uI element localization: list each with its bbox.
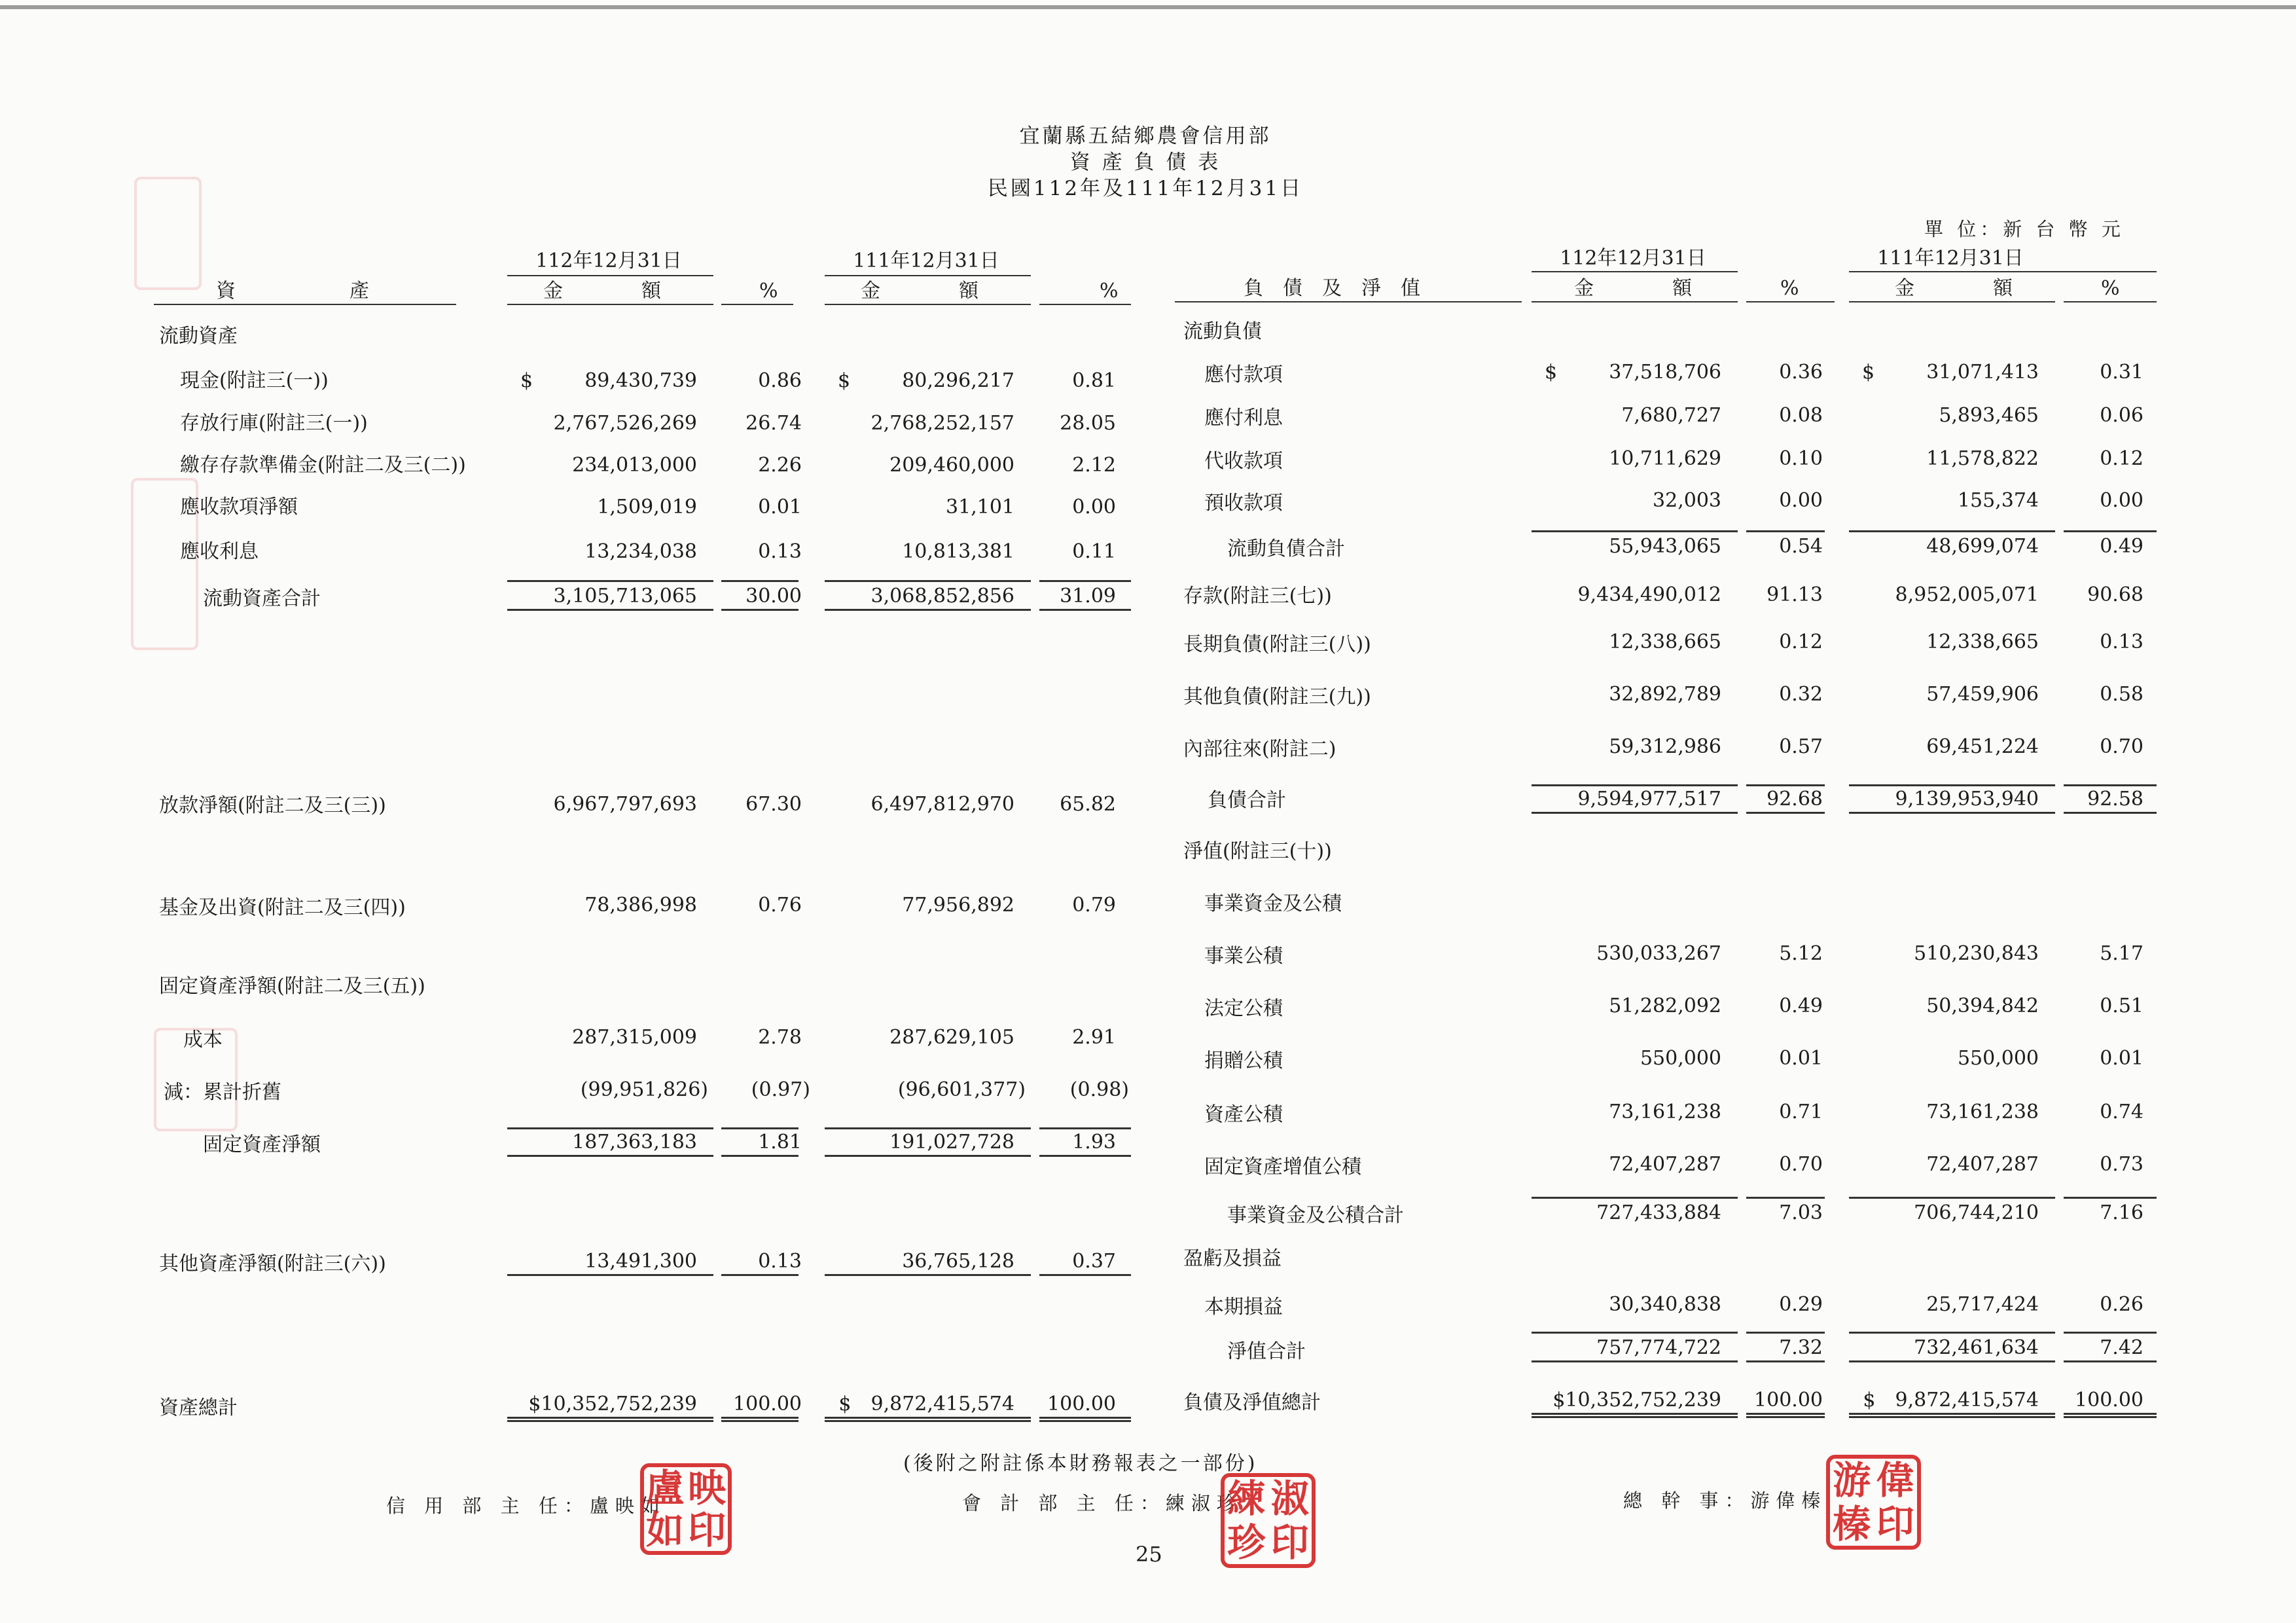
subtotal-underline <box>825 609 1031 611</box>
header-underline <box>825 304 1031 305</box>
subtotal-underline <box>1039 1274 1131 1276</box>
subtotal-line <box>825 1127 1031 1129</box>
asset-amount-112: 89,430,739 <box>584 369 697 392</box>
total-liab-pct-111: 92.58 <box>2087 788 2144 811</box>
current-pl-111: 25,717,424 <box>1926 1293 2039 1316</box>
equity-amount-111: 72,407,287 <box>1926 1153 2039 1176</box>
current-pl-pct-111: 0.26 <box>2100 1293 2144 1316</box>
asset-pct-111: 0.00 <box>1072 496 1116 519</box>
subtotal-underline <box>507 609 713 611</box>
cost-pct-112: 2.78 <box>758 1026 802 1049</box>
seal-stamp <box>640 1463 732 1555</box>
equity-pct-111: 0.73 <box>2100 1153 2144 1176</box>
funds-pct-111: 0.79 <box>1072 894 1116 917</box>
org-name: 宜蘭縣五結鄉農會信用部 <box>1019 124 1272 148</box>
subtotal-line <box>1849 530 2055 532</box>
subtotal-line <box>1532 1332 1738 1334</box>
liab-amount-111: 11,578,822 <box>1926 447 2039 470</box>
liab-amount-111: 31,071,413 <box>1926 361 2039 384</box>
subtotal-line <box>2064 1197 2157 1199</box>
signature-credit-director: 信 用 部 主 任：盧映如 <box>386 1495 666 1517</box>
seal-char: 印 <box>687 1508 726 1552</box>
subtotal-underline <box>2064 1360 2157 1362</box>
internal-label: 內部往來(附註二) <box>1183 738 1336 761</box>
liab-pct-112: 0.10 <box>1779 447 1823 470</box>
subtotal-line <box>1039 580 1131 582</box>
long-term-111: 12,338,665 <box>1926 630 2039 653</box>
fixed-net-111: 191,027,728 <box>889 1131 1014 1154</box>
grand-total-pct-111: 100.00 <box>2075 1389 2144 1412</box>
cost-label: 成本 <box>183 1029 223 1051</box>
internal-pct-111: 0.70 <box>2100 735 2144 758</box>
deposits-pct-112: 91.13 <box>1767 583 1823 606</box>
subtotal-line <box>1849 1197 2055 1199</box>
seal-char: 盧 <box>645 1466 684 1510</box>
funds-112: 78,386,998 <box>584 894 697 917</box>
seal-char: 印 <box>1270 1520 1309 1565</box>
subtotal-line <box>507 580 713 582</box>
total-double-line <box>721 1417 798 1422</box>
subtotal-line <box>1746 1197 1825 1199</box>
asset-label: 應收款項淨額 <box>180 496 298 519</box>
header-underline <box>1039 304 1131 305</box>
internal-112: 59,312,986 <box>1609 735 1721 758</box>
subtotal-underline <box>507 1155 713 1157</box>
subtotal-line <box>2064 1332 2157 1334</box>
funds-label: 基金及出資(附註二及三(四)) <box>159 896 406 919</box>
subtotal-underline <box>1039 609 1131 611</box>
equity-pct-111: 0.01 <box>2100 1047 2144 1070</box>
equity-title: 淨值(附註三(十)) <box>1183 840 1332 863</box>
header-underline <box>154 304 456 305</box>
current-assets-total-111: 3,068,852,856 <box>870 585 1014 608</box>
current-assets-pct-112: 30.00 <box>745 585 802 608</box>
liab-pct-112: 0.08 <box>1779 404 1823 427</box>
other-liab-111: 57,459,906 <box>1926 683 2039 706</box>
current-assets-total-label: 流動資產合計 <box>203 587 321 610</box>
equity-label: 法定公積 <box>1204 997 1283 1020</box>
subtotal-line <box>1746 530 1825 532</box>
asset-pct-111: 28.05 <box>1060 412 1116 435</box>
header-rule <box>825 275 1031 276</box>
subtotal-line <box>1849 1332 2055 1334</box>
total-double-line <box>1532 1413 1738 1418</box>
asset-amount-111: 209,460,000 <box>889 454 1014 477</box>
total-liab-111: 9,139,953,940 <box>1895 788 2039 811</box>
asset-pct-112: 0.13 <box>758 540 802 563</box>
subtotal-line <box>1532 784 1738 786</box>
asset-amount-111: 10,813,381 <box>902 540 1014 563</box>
equity-total-111: 732,461,634 <box>1914 1336 2039 1359</box>
total-double-line <box>2064 1413 2157 1418</box>
capital-total-pct-111: 7.16 <box>2100 1201 2144 1224</box>
total-double-line <box>1746 1413 1825 1418</box>
capital-title: 事業資金及公積 <box>1204 892 1342 915</box>
equity-amount-111: 550,000 <box>1957 1047 2039 1070</box>
equity-pct-112: 0.71 <box>1779 1101 1823 1123</box>
other-assets-label: 其他資產淨額(附註三(六)) <box>159 1252 386 1275</box>
subtotal-underline <box>825 1274 1031 1276</box>
total-assets-pct-112: 100.00 <box>733 1393 802 1415</box>
equity-label: 捐贈公積 <box>1204 1049 1283 1072</box>
internal-111: 69,451,224 <box>1926 735 2039 758</box>
loans-label: 放款淨額(附註二及三(三)) <box>159 794 386 817</box>
equity-amount-111: 50,394,842 <box>1926 994 2039 1017</box>
subtotal-underline <box>1746 1360 1825 1362</box>
liab-amount-112: 32,003 <box>1653 489 1721 512</box>
capital-total-label: 事業資金及公積合計 <box>1227 1204 1404 1227</box>
seal-char: 淑 <box>1270 1476 1309 1522</box>
current-assets-total-112: 3,105,713,065 <box>553 585 697 608</box>
currency-unit: 單 位：新 台 幣 元 <box>1924 218 2125 240</box>
total-assets-111: $ 9,872,415,574 <box>838 1393 1014 1415</box>
col-date-112-assets: 112年12月31日 <box>535 249 682 272</box>
current-assets-title: 流動資產 <box>159 325 238 348</box>
equity-amount-111: 73,161,238 <box>1926 1101 2039 1123</box>
col-date-112-liab: 112年12月31日 <box>1560 247 1706 270</box>
deposits-pct-111: 90.68 <box>2087 583 2144 606</box>
currency-sign: $ <box>1862 361 1875 384</box>
subtotal-underline <box>1849 1360 2055 1362</box>
col-amount: 金 額 <box>1574 277 1692 300</box>
long-term-pct-111: 0.13 <box>2100 630 2144 653</box>
col-amount: 金 額 <box>861 280 978 302</box>
equity-pct-111: 0.74 <box>2100 1101 2144 1123</box>
internal-pct-112: 0.57 <box>1779 735 1823 758</box>
equity-total-pct-111: 7.42 <box>2100 1336 2144 1359</box>
pl-title: 盈虧及損益 <box>1183 1247 1282 1270</box>
header-underline <box>1746 301 1835 302</box>
loans-111: 6,497,812,970 <box>870 793 1014 816</box>
asset-label: 應收利息 <box>180 540 259 563</box>
col-pct: % <box>759 280 778 302</box>
seal-char: 珍 <box>1227 1520 1266 1565</box>
liab-amount-112: 7,680,727 <box>1621 404 1721 427</box>
equity-label: 固定資產增值公積 <box>1204 1156 1361 1178</box>
grand-total-111: $ 9,872,415,574 <box>1863 1389 2039 1412</box>
equity-amount-112: 530,033,267 <box>1596 942 1721 965</box>
seal-stamp <box>1221 1473 1316 1568</box>
other-assets-111: 36,765,128 <box>902 1250 1014 1273</box>
asset-pct-111: 0.11 <box>1072 540 1116 563</box>
asset-pct-112: 26.74 <box>745 412 802 435</box>
total-liab-pct-112: 92.68 <box>1767 788 1823 811</box>
depreciation-111: (96,601,377) <box>897 1078 1026 1101</box>
capital-total-111: 706,744,210 <box>1914 1201 2039 1224</box>
fixed-net-pct-112: 1.81 <box>758 1131 802 1154</box>
scan-edge-line <box>0 5 2296 9</box>
subtotal-line <box>825 580 1031 582</box>
faint-stamp <box>134 177 202 290</box>
equity-amount-112: 73,161,238 <box>1609 1101 1721 1123</box>
liab-amount-111: 155,374 <box>1957 489 2039 512</box>
subtotal-underline <box>721 609 798 611</box>
asset-pct-112: 0.86 <box>758 369 802 392</box>
equity-total-112: 757,774,722 <box>1596 1336 1721 1359</box>
signature-accounting-director: 會 計 部 主 任：練淑珍 <box>962 1492 1242 1514</box>
asset-amount-112: 1,509,019 <box>597 496 697 519</box>
subtotal-underline <box>1746 812 1825 814</box>
subtotal-underline <box>721 1155 798 1157</box>
equity-amount-112: 51,282,092 <box>1609 994 1721 1017</box>
long-term-pct-112: 0.12 <box>1779 630 1823 653</box>
total-double-line <box>1849 1413 2055 1418</box>
subtotal-underline <box>1532 1360 1738 1362</box>
fixed-net-pct-111: 1.93 <box>1072 1131 1116 1154</box>
subtotal-line <box>2064 784 2157 786</box>
subtotal-underline <box>825 1155 1031 1157</box>
current-liab-total-label: 流動負債合計 <box>1227 538 1345 560</box>
asset-amount-111: 2,768,252,157 <box>870 412 1014 435</box>
grand-total-112: $10,352,752,239 <box>1552 1389 1721 1412</box>
col-amount: 金 額 <box>543 280 661 302</box>
liab-column-title: 負 債 及 淨 值 <box>1244 277 1420 300</box>
loans-112: 6,967,797,693 <box>553 793 697 816</box>
header-rule <box>1532 271 1738 272</box>
other-liab-112: 32,892,789 <box>1609 683 1721 706</box>
asset-amount-111: 31,101 <box>946 496 1014 519</box>
equity-pct-111: 5.17 <box>2100 942 2144 965</box>
other-assets-pct-112: 0.13 <box>758 1250 802 1273</box>
depreciation-pct-111: (0.98) <box>1069 1078 1129 1101</box>
depreciation-112: (99,951,826) <box>580 1078 708 1101</box>
liab-pct-111: 0.00 <box>2100 489 2144 512</box>
col-date-111-assets: 111年12月31日 <box>853 249 999 272</box>
grand-total-pct-112: 100.00 <box>1754 1389 1823 1412</box>
asset-amount-112: 2,767,526,269 <box>553 412 697 435</box>
cost-111: 287,629,105 <box>889 1026 1014 1049</box>
statement-title: 資 產 負 債 表 <box>1069 151 1221 174</box>
deposits-112: 9,434,490,012 <box>1577 583 1721 606</box>
cost-112: 287,315,009 <box>572 1026 697 1049</box>
equity-total-pct-112: 7.32 <box>1779 1336 1823 1359</box>
col-pct: % <box>1780 277 1799 300</box>
header-underline <box>1532 301 1738 302</box>
col-date-111-liab: 111年12月31日 <box>1877 247 2024 270</box>
liab-label: 預收款項 <box>1204 492 1283 515</box>
grand-total-label: 負債及淨值總計 <box>1183 1391 1321 1414</box>
seal-stamp <box>1826 1455 1921 1550</box>
subtotal-underline <box>721 1274 798 1276</box>
subtotal-underline <box>2064 812 2157 814</box>
asset-amount-111: 80,296,217 <box>902 369 1014 392</box>
col-amount: 金 額 <box>1895 277 2013 300</box>
other-liab-pct-112: 0.32 <box>1779 683 1823 706</box>
subtotal-line <box>1532 530 1738 532</box>
long-term-112: 12,338,665 <box>1609 630 1721 653</box>
equity-total-label: 淨值合計 <box>1227 1340 1306 1363</box>
current-pl-112: 30,340,838 <box>1609 1293 1721 1316</box>
equity-pct-112: 0.70 <box>1779 1153 1823 1176</box>
total-double-line <box>1039 1417 1131 1422</box>
total-double-line <box>507 1417 713 1422</box>
total-liab-label: 負債合計 <box>1208 789 1286 812</box>
seal-char: 榛 <box>1833 1501 1871 1546</box>
subtotal-line <box>1532 1197 1738 1199</box>
total-assets-label: 資產總計 <box>159 1396 238 1419</box>
fixed-net-label: 固定資產淨額 <box>203 1133 321 1156</box>
subtotal-line <box>721 580 798 582</box>
equity-pct-111: 0.51 <box>2100 994 2144 1017</box>
capital-total-pct-112: 7.03 <box>1779 1201 1823 1224</box>
col-pct: % <box>2101 277 2120 300</box>
subtotal-underline <box>1532 812 1738 814</box>
header-underline <box>1175 301 1522 302</box>
current-liab-total-111: 48,699,074 <box>1926 535 2039 558</box>
current-pl-pct-112: 0.29 <box>1779 1293 1823 1316</box>
asset-pct-112: 2.26 <box>758 454 802 477</box>
total-liab-112: 9,594,977,517 <box>1577 788 1721 811</box>
subtotal-line <box>1849 784 2055 786</box>
subtotal-line <box>721 1127 798 1129</box>
other-liab-pct-111: 0.58 <box>2100 683 2144 706</box>
asset-amount-112: 234,013,000 <box>572 454 697 477</box>
other-liab-label: 其他負債(附註三(九)) <box>1183 685 1371 708</box>
equity-amount-112: 550,000 <box>1640 1047 1721 1070</box>
currency-sign: $ <box>1545 361 1558 384</box>
long-term-label: 長期負債(附註三(八)) <box>1183 633 1371 656</box>
other-assets-112: 13,491,300 <box>584 1250 697 1273</box>
seal-char: 映 <box>687 1466 726 1510</box>
asset-label: 現金(附註三(一)) <box>180 369 329 392</box>
current-liab-pct-111: 0.49 <box>2100 535 2144 558</box>
capital-total-112: 727,433,884 <box>1596 1201 1721 1224</box>
footer-note: (後附之附註係本財務報表之一部份) <box>903 1452 1258 1475</box>
current-liab-pct-112: 0.54 <box>1779 535 1823 558</box>
liab-pct-111: 0.12 <box>2100 447 2144 470</box>
seal-char: 偉 <box>1876 1458 1914 1503</box>
liab-label: 應付款項 <box>1204 363 1283 386</box>
equity-label: 資產公積 <box>1204 1103 1283 1126</box>
header-underline <box>721 304 793 305</box>
assets-column-title: 資 產 <box>216 280 372 302</box>
cost-pct-111: 2.91 <box>1072 1026 1116 1049</box>
seal-char: 練 <box>1227 1476 1266 1522</box>
header-rule <box>1849 271 2157 272</box>
header-rule <box>507 275 713 276</box>
currency-sign: $ <box>838 369 851 392</box>
equity-pct-112: 0.01 <box>1779 1047 1823 1070</box>
subtotal-underline <box>1039 1155 1131 1157</box>
loans-pct-112: 67.30 <box>745 793 802 816</box>
loans-pct-111: 65.82 <box>1060 793 1116 816</box>
total-assets-112: $10,352,752,239 <box>528 1393 697 1415</box>
liab-pct-112: 0.00 <box>1779 489 1823 512</box>
subtotal-line <box>1039 1127 1131 1129</box>
equity-amount-111: 510,230,843 <box>1914 942 2039 965</box>
asset-amount-112: 13,234,038 <box>584 540 697 563</box>
funds-pct-112: 0.76 <box>758 894 802 917</box>
signature-general-manager: 總 幹 事：游偉榛 <box>1623 1489 1827 1512</box>
page-number: 25 <box>1136 1542 1162 1567</box>
depreciation-label: 減：累計折舊 <box>164 1081 281 1104</box>
liab-pct-112: 0.36 <box>1779 361 1823 384</box>
funds-111: 77,956,892 <box>902 894 1014 917</box>
liab-label: 應付利息 <box>1204 407 1283 429</box>
subtotal-underline <box>1849 812 2055 814</box>
col-pct: % <box>1100 280 1119 302</box>
subtotal-underline <box>507 1274 713 1276</box>
currency-sign: $ <box>520 369 533 392</box>
depreciation-pct-112: (0.97) <box>751 1078 810 1101</box>
statement-period: 民國112年及111年12月31日 <box>987 177 1304 200</box>
subtotal-line <box>1746 1332 1825 1334</box>
seal-char: 如 <box>645 1508 684 1552</box>
equity-pct-112: 0.49 <box>1779 994 1823 1017</box>
asset-pct-111: 0.81 <box>1072 369 1116 392</box>
subtotal-line <box>1746 784 1825 786</box>
seal-char: 印 <box>1876 1501 1914 1546</box>
liab-pct-111: 0.06 <box>2100 404 2144 427</box>
equity-pct-112: 5.12 <box>1779 942 1823 965</box>
seal-char: 游 <box>1833 1458 1871 1503</box>
total-double-line <box>825 1417 1031 1422</box>
header-underline <box>2064 301 2157 302</box>
current-liab-title: 流動負債 <box>1183 320 1262 343</box>
equity-amount-112: 72,407,287 <box>1609 1153 1721 1176</box>
liab-pct-111: 0.31 <box>2100 361 2144 384</box>
equity-label: 事業公積 <box>1204 945 1283 968</box>
current-liab-total-112: 55,943,065 <box>1609 535 1721 558</box>
total-assets-pct-111: 100.00 <box>1047 1393 1116 1415</box>
subtotal-line <box>507 1127 713 1129</box>
deposits-label: 存款(附註三(七)) <box>1183 585 1332 608</box>
asset-pct-112: 0.01 <box>758 496 802 519</box>
current-pl-label: 本期損益 <box>1204 1296 1283 1319</box>
current-assets-pct-111: 31.09 <box>1060 585 1116 608</box>
liab-amount-112: 37,518,706 <box>1609 361 1721 384</box>
liab-label: 代收款項 <box>1204 450 1283 473</box>
liab-amount-111: 5,893,465 <box>1939 404 2039 427</box>
asset-label: 繳存存款準備金(附註二及三(二)) <box>180 454 466 477</box>
subtotal-line <box>2064 530 2157 532</box>
fixed-net-112: 187,363,183 <box>572 1131 697 1154</box>
asset-pct-111: 2.12 <box>1072 454 1116 477</box>
asset-label: 存放行庫(附註三(一)) <box>180 412 368 435</box>
header-underline <box>507 304 713 305</box>
other-assets-pct-111: 0.37 <box>1072 1250 1116 1273</box>
header-underline <box>1849 301 2055 302</box>
liab-amount-112: 10,711,629 <box>1609 447 1721 470</box>
fixed-assets-title: 固定資產淨額(附註二及三(五)) <box>159 975 425 998</box>
deposits-111: 8,952,005,071 <box>1895 583 2039 606</box>
